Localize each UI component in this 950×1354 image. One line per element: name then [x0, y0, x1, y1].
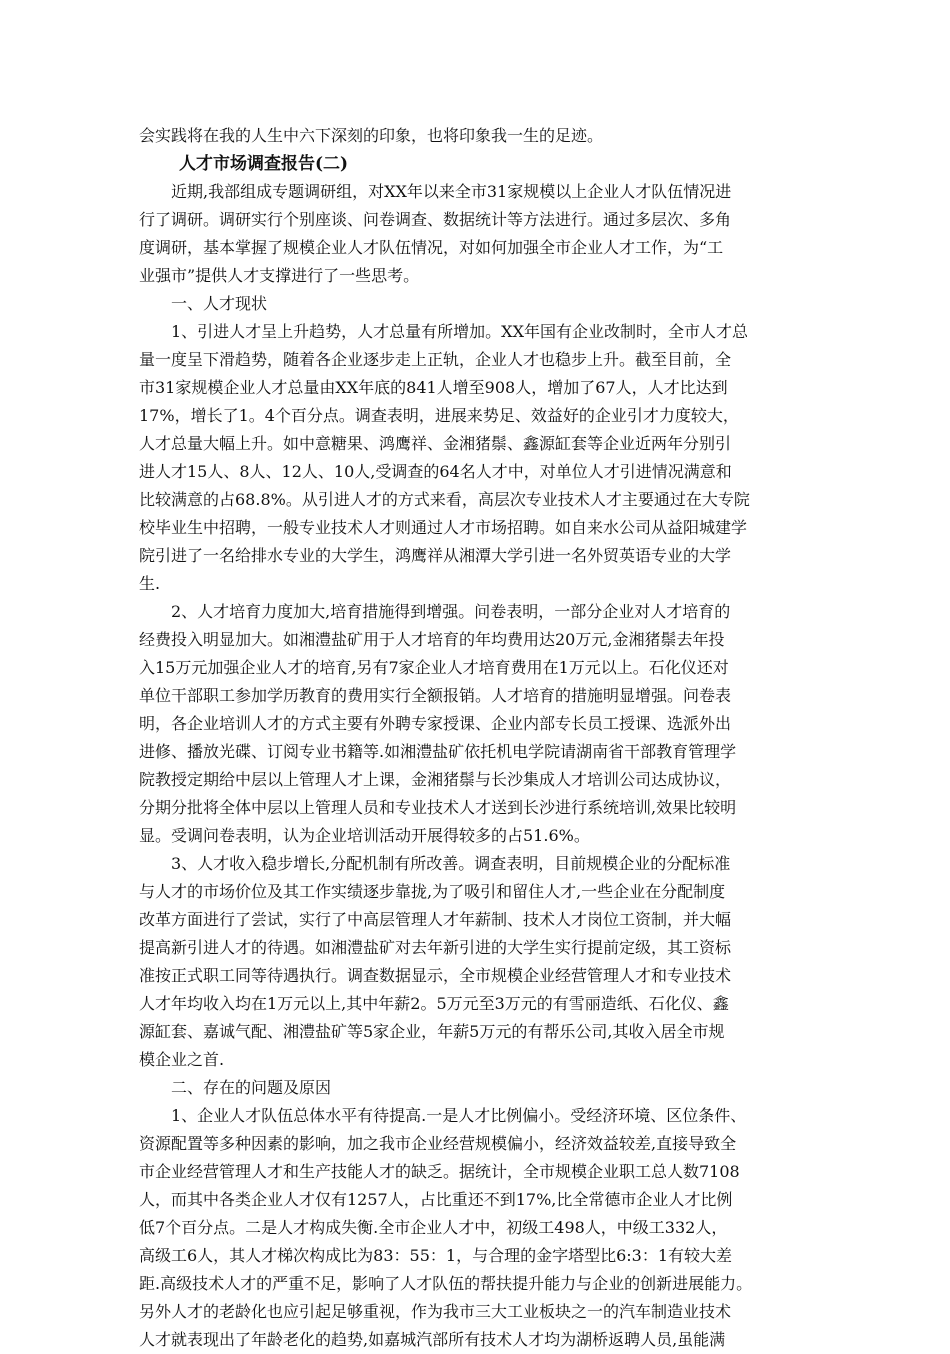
text-line: 比较满意的占68.8%。从引进人才的方式来看，高层次专业技术人才主要通过在大专院	[139, 490, 750, 509]
text-line: 1、引进人才呈上升趋势，人才总量有所增加。XX年国有企业改制时，全市人才总	[171, 322, 748, 341]
text-line: 另外人才的老龄化也应引起足够重视，作为我市三大工业板块之一的汽车制造业技术	[139, 1302, 732, 1321]
text-line: 距.高级技术人才的严重不足，影响了人才队伍的帮扶提升能力与企业的创新进展能力。	[139, 1274, 753, 1293]
text-line: 低7个百分点。二是人才构成失衡.全市企业人才中，初级工498人，中级工332人，	[139, 1218, 728, 1237]
text-line: 资源配置等多种因素的影响，加之我市企业经营规模偏小，经济效益较差,直接导致全	[139, 1134, 737, 1153]
text-line: 人才年均收入均在1万元以上,其中年薪2。5万元至3万元的有雪丽造纸、石化仪、鑫	[139, 994, 729, 1013]
text-line: 与人才的市场价位及其工作实绩逐步靠拢,为了吸引和留住人才,一些企业在分配制度	[139, 882, 726, 901]
text-line: 行了调研。调研实行个别座谈、问卷调查、数据统计等方法进行。通过多层次、多角	[139, 210, 732, 229]
text-line: 人，而其中各类企业人才仅有1257人，占比重还不到17%,比全常德市企业人才比例	[139, 1190, 733, 1209]
text-line: 1、企业人才队伍总体水平有待提高.一是人才比例偏小。受经济环境、区位条件、	[171, 1106, 747, 1125]
text-line: 量一度呈下滑趋势，随着各企业逐步走上正轨，企业人才也稳步上升。截至目前，全	[139, 350, 732, 369]
document-page	[139, 122, 815, 1354]
text-line: 进人才15人、8人、12人、10人,受调查的64名人才中，对单位人才引进情况满意和	[139, 462, 732, 481]
text-line: 度调研，基本掌握了规模企业人才队伍情况，对如何加强全市企业人才工作，为“工	[139, 238, 724, 257]
text-line: 一、人才现状	[171, 294, 268, 313]
text-line: 院引进了一名给排水专业的大学生，鸿鹰祥从湘潭大学引进一名外贸英语专业的大学	[139, 546, 732, 565]
text-line: 院教授定期给中层以上管理人才上课，金湘猪鬃与长沙集成人才培训公司达成协议，	[139, 770, 732, 789]
text-line: 会实践将在我的人生中六下深刻的印象，也将印象我一生的足迹。	[139, 126, 604, 145]
text-line: 经费投入明显加大。如湘澧盐矿用于人才培育的年均费用达20万元,金湘猪鬃去年投	[139, 630, 725, 649]
text-line: 改革方面进行了尝试，实行了中高层管理人才年薪制、技术人才岗位工资制，并大幅	[139, 910, 732, 929]
text-line: 业强市”提供人才支撑进行了一些思考。	[139, 266, 420, 285]
text-line: 17%，增长了1。4个百分点。调查表明，进展来势足、效益好的企业引才力度较大，	[139, 406, 739, 425]
text-line: 3、人才收入稳步增长,分配机制有所改善。调查表明，目前规模企业的分配标准	[171, 854, 731, 873]
text-line: 二、存在的问题及原因	[171, 1078, 332, 1097]
text-line: 显。受调问卷表明，认为企业培训活动开展得较多的占51.6%。	[139, 826, 590, 845]
text-line: 进修、播放光碟、订阅专业书籍等.如湘澧盐矿依托机电学院请湖南省干部教育管理学	[139, 742, 737, 761]
text-line: 人才总量大幅上升。如中意糖果、鸿鹰祥、金湘猪鬃、鑫源缸套等企业近两年分别引	[139, 434, 732, 453]
text-line: 明，各企业培训人才的方式主要有外聘专家授课、企业内部专长员工授课、选派外出	[139, 714, 732, 733]
text-line: 生.	[139, 574, 161, 593]
text-line: 分期分批将全体中层以上管理人员和专业技术人才送到长沙进行系统培训,效果比较明	[139, 798, 737, 817]
text-line: 市31家规模企业人才总量由XX年底的841人增至908人，增加了67人，人才比达到	[139, 378, 728, 397]
document-title: 人才市场调查报告(二)	[179, 154, 349, 174]
text-line: 校毕业生中招聘，一般专业技术人才则通过人才市场招聘。如自来水公司从益阳城建学	[139, 518, 748, 537]
text-line: 2、人才培育力度加大,培育措施得到增强。问卷表明，一部分企业对人才培育的	[171, 602, 731, 621]
text-line: 人才就表现出了年龄老化的趋势,如嘉城汽部所有技术人才均为湖桥返聘人员,虽能满	[139, 1330, 726, 1349]
text-line: 单位干部职工参加学历教育的费用实行全额报销。人才培育的措施明显增强。问卷表	[139, 686, 732, 705]
text-line: 入15万元加强企业人才的培育,另有7家企业人才培育费用在1万元以上。石化仪还对	[139, 658, 729, 677]
text-line: 模企业之首.	[139, 1050, 225, 1069]
text-line: 准按正式职工同等待遇执行。调查数据显示，全市规模企业经营管理人才和专业技术	[139, 966, 732, 985]
text-line: 近期,我部组成专题调研组，对XX年以来全市31家规模以上企业人才队伍情况进	[171, 182, 732, 201]
text-line: 市企业经营管理人才和生产技能人才的缺乏。据统计，全市规模企业职工总人数7108	[139, 1162, 740, 1181]
text-line: 提高新引进人才的待遇。如湘澧盐矿对去年新引进的大学生实行提前定级，其工资标	[139, 938, 732, 957]
text-line: 源缸套、嘉诚气配、湘澧盐矿等5家企业，年薪5万元的有帮乐公司,其收入居全市规	[139, 1022, 725, 1041]
text-line: 高级工6人，其人才梯次构成比为83：55：1，与合理的金字塔型比6:3：1有较大差	[139, 1246, 733, 1265]
